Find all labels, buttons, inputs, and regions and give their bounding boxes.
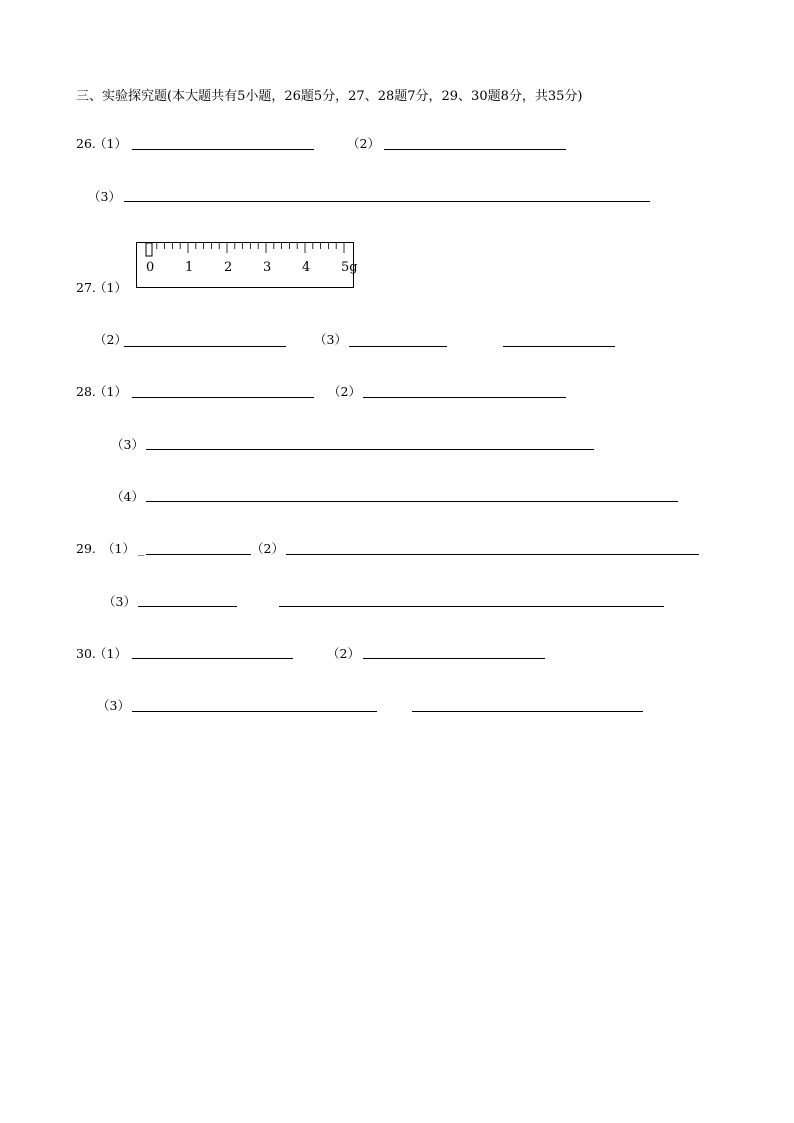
q28-part3-label: （3） bbox=[111, 437, 144, 452]
q26-number: 26. bbox=[76, 136, 96, 151]
balance-ruler-scale bbox=[136, 242, 358, 289]
ruler-tick-label: 2 bbox=[224, 260, 233, 275]
q30-part3-blank-a[interactable] bbox=[132, 711, 377, 712]
ruler-tick-label: 0 bbox=[146, 260, 155, 275]
q30-part3-blank-b[interactable] bbox=[412, 711, 643, 712]
q30-part2-label: （2） bbox=[327, 646, 360, 661]
q27-part3-label: （3） bbox=[314, 332, 347, 347]
q27-part2-label: （2） bbox=[94, 332, 127, 347]
q28-part1-blank[interactable] bbox=[132, 397, 314, 398]
ruler-tick-label: 5g bbox=[341, 260, 358, 275]
q30-part3-label: （3） bbox=[97, 698, 130, 713]
q27-part3-blank-b[interactable] bbox=[503, 346, 615, 347]
q28-part4-label: （4） bbox=[111, 489, 144, 504]
q29-part3-blank-a[interactable] bbox=[138, 606, 237, 607]
q29-part3-blank-b[interactable] bbox=[279, 606, 664, 607]
q27-number: 27. bbox=[76, 280, 96, 295]
q27-part2-blank[interactable] bbox=[124, 346, 286, 347]
ruler-tick-label: 3 bbox=[263, 260, 272, 275]
q27-part3-blank-a[interactable] bbox=[349, 346, 447, 347]
q29-part3-label: （3） bbox=[103, 594, 136, 609]
q30-part1-blank[interactable] bbox=[132, 658, 293, 659]
q28-part2-label: （2） bbox=[328, 384, 361, 399]
rider-indicator[interactable] bbox=[146, 243, 152, 256]
q28-part4-blank[interactable] bbox=[146, 501, 678, 502]
q29-part2-label: （2） bbox=[251, 541, 284, 556]
q29-number: 29. bbox=[76, 541, 96, 556]
section-title: 三、实验探究题(本大题共有5小题，26题5分，27、28题7分，29、30题8分，共35分) bbox=[76, 89, 583, 104]
q27-part1-label: （1） bbox=[94, 280, 127, 295]
q26-part2-blank[interactable] bbox=[384, 149, 566, 150]
q28-part1-label: （1） bbox=[94, 384, 127, 399]
q29-part1-label: （1） bbox=[102, 541, 135, 556]
q26-part3-label: （3） bbox=[88, 189, 121, 204]
q30-part1-label: （1） bbox=[94, 646, 127, 661]
q29-part1-prefix: _ bbox=[138, 541, 145, 556]
q29-part2-blank[interactable] bbox=[286, 554, 699, 555]
q29-part1-blank[interactable] bbox=[146, 554, 251, 555]
ruler-tick-label: 4 bbox=[302, 260, 311, 275]
ruler-tick-label: 1 bbox=[185, 260, 194, 275]
q28-part3-blank[interactable] bbox=[146, 449, 594, 450]
q26-part2-label: （2） bbox=[347, 136, 380, 151]
q30-part2-blank[interactable] bbox=[363, 658, 545, 659]
q26-part3-blank[interactable] bbox=[124, 201, 650, 202]
q28-number: 28. bbox=[76, 384, 96, 399]
q26-part1-label: （1） bbox=[94, 136, 127, 151]
ruler-frame bbox=[137, 243, 354, 288]
q26-part1-blank[interactable] bbox=[132, 149, 314, 150]
q30-number: 30. bbox=[76, 646, 96, 661]
q28-part2-blank[interactable] bbox=[363, 397, 566, 398]
